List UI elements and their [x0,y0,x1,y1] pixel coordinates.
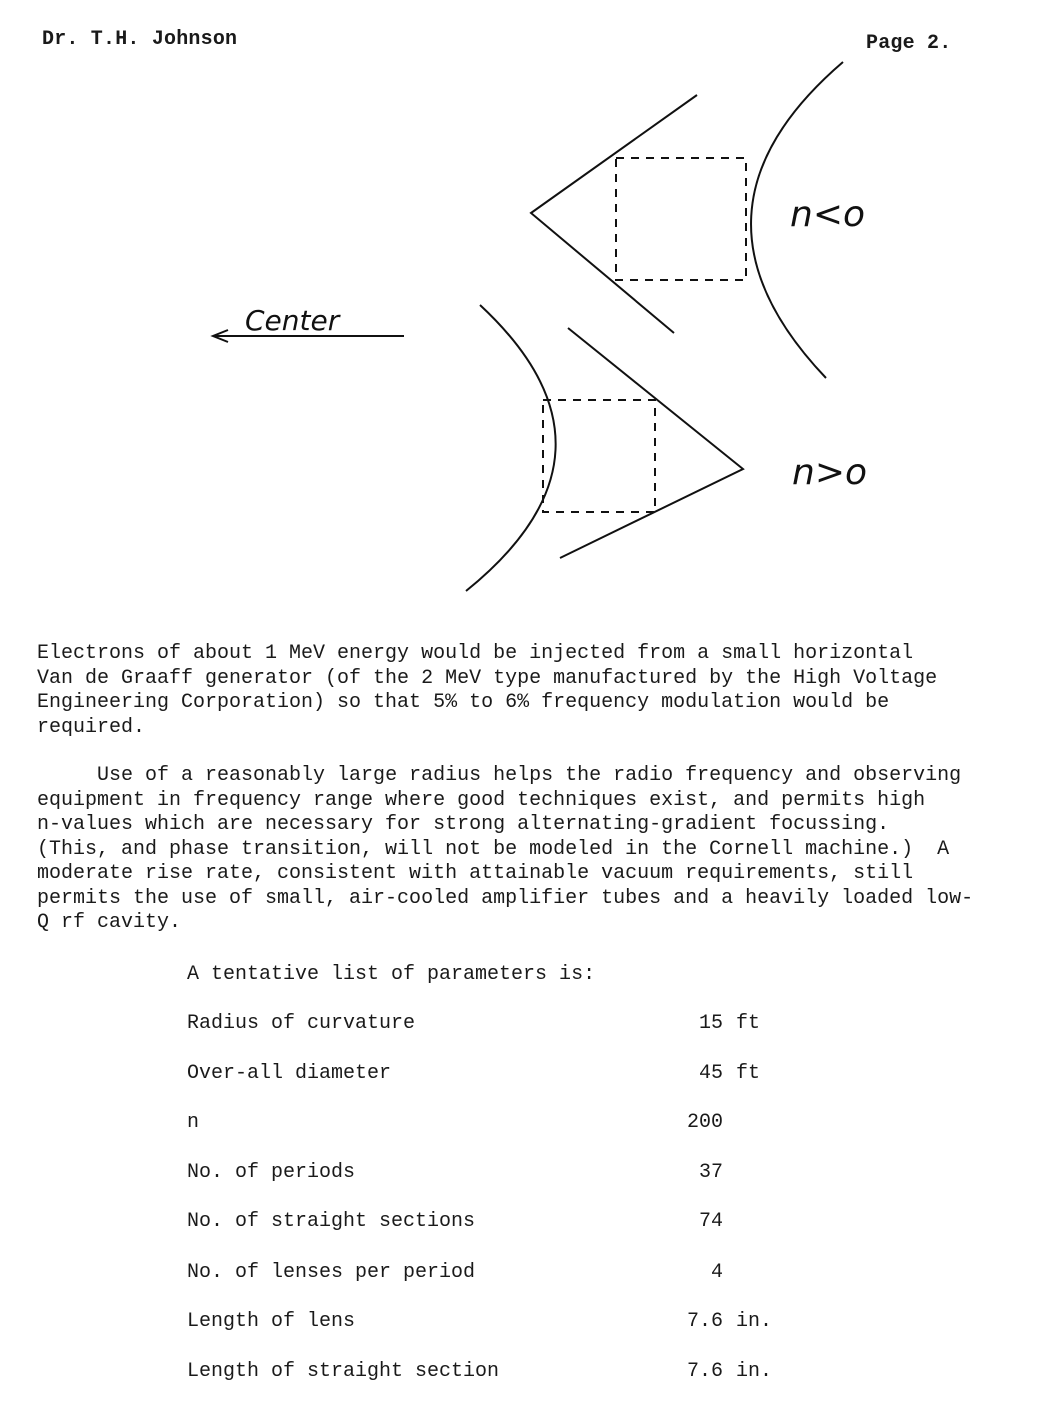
upper-pole-chevron [531,95,697,333]
lower-pole-arc [466,305,556,591]
parameter-label: No. of periods [187,1161,356,1184]
lower-n-label: n>o [792,452,868,493]
upper-field-region [616,158,746,280]
parameter-row [187,1261,827,1287]
lower-pole-chevron [560,328,743,558]
upper-n-label: n<o [790,194,866,235]
parameter-value: 4 [710,1261,723,1284]
center-label: Center [245,304,340,337]
parameter-value: 74 [698,1210,723,1233]
parameter-label: Length of lens [187,1310,356,1333]
paragraph-radius: Use of a reasonably large radius helps the radio frequency and observing equipment in frequency range where good techniques exist, and permits high n-values which are necessary for strong alternating-gradient focussing. (This, and phase transition, will not be modeled in the Cornell machine.) A moderate rise rate, consistent with attainable vacuum requirements, still permits the use of small, air-cooled amplifier tubes and a heavily loaded low- Q rf cavity. [37,764,974,934]
parameter-unit: ft [736,1012,761,1035]
parameter-unit: in. [736,1360,773,1383]
parameter-row [187,1111,827,1137]
pole-shape-diagram [0,50,1050,610]
parameter-row [187,1210,827,1236]
parameter-label: Radius of curvature [187,1012,416,1035]
parameter-label: Over-all diameter [187,1062,392,1085]
parameter-value: 45 [698,1062,723,1085]
parameter-row [187,1360,827,1386]
parameter-unit: ft [736,1062,761,1085]
parameter-row [187,1012,827,1038]
parameter-label: No. of lenses per period [187,1261,476,1284]
parameter-unit: in. [736,1310,773,1333]
parameter-value: 200 [686,1111,723,1134]
parameter-value: 7.6 [686,1360,723,1383]
parameter-row [187,1062,827,1088]
parameter-row [187,1310,827,1336]
parameter-label: n [187,1111,200,1134]
parameter-value: 7.6 [686,1310,723,1333]
page-number: Page 2. [866,32,952,55]
lower-field-region [543,400,655,512]
parameter-value: 37 [698,1161,723,1184]
parameter-label: No. of straight sections [187,1210,476,1233]
parameter-label: Length of straight section [187,1360,500,1383]
parameter-list-intro: A tentative list of parameters is: [187,963,596,986]
header-addressee: Dr. T.H. Johnson [42,28,238,51]
paragraph-injection: Electrons of about 1 MeV energy would be injected from a small horizontal Van de Graaff generator (of the 2 MeV type manufactured by the High Voltage Engineering Corporation) so that 5% to 6% frequency modulation would be required. [37,642,938,739]
parameter-row [187,1161,827,1187]
parameter-value: 15 [698,1012,723,1035]
